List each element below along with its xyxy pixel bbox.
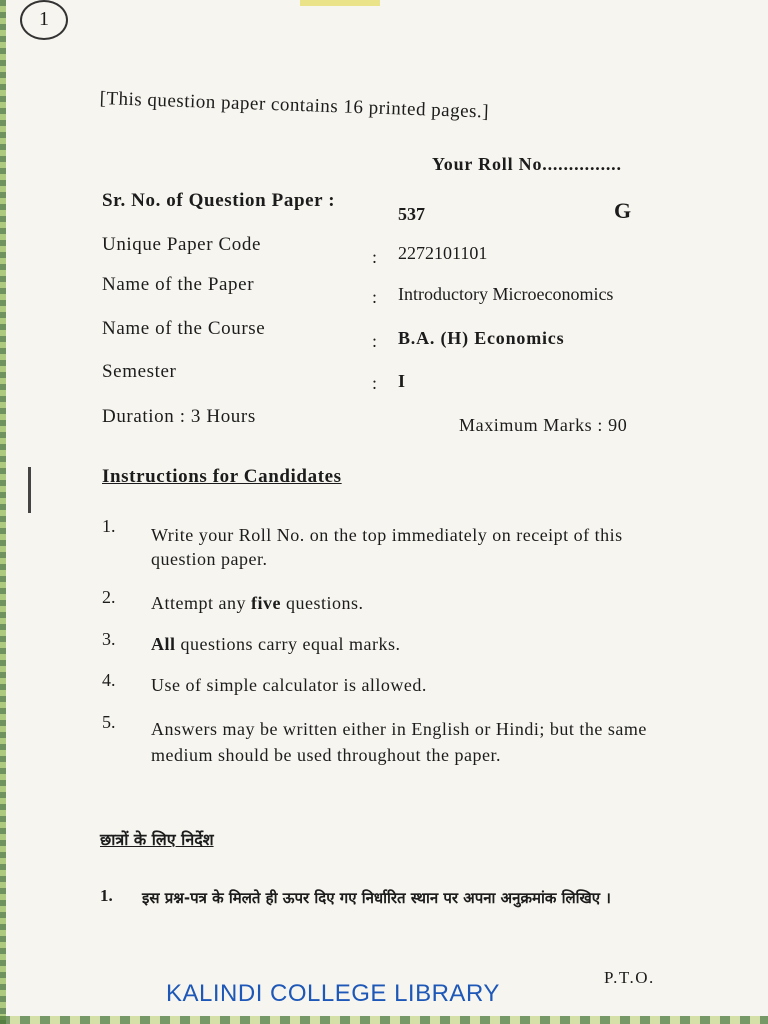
library-watermark: KALINDI COLLEGE LIBRARY	[166, 980, 500, 1007]
instruction-number: 1.	[102, 516, 116, 536]
instruction-item-5: Answers may be written either in English or Hindi; but the same medium should be used throughout the paper.	[151, 719, 647, 765]
meta-separator: :	[372, 373, 378, 393]
instruction-item-4: Use of simple calculator is allowed.	[151, 675, 427, 695]
margin-mark	[28, 467, 31, 513]
emphasis-text: five	[250, 593, 281, 613]
instruction-number: 5.	[102, 712, 116, 732]
meta-value-semester: I	[398, 371, 406, 391]
emphasis-text: All	[151, 634, 176, 654]
hindi-instructions-title: छात्रों के लिए निर्देश	[100, 830, 214, 849]
meta-value-course: B.A. (H) Economics	[398, 328, 565, 348]
hindi-instruction-number: 1.	[100, 886, 113, 905]
meta-separator: :	[372, 247, 378, 267]
page-count-note: [This question paper contains 16 printed pages.]	[99, 88, 490, 123]
meta-label-sr-no: Sr. No. of Question Paper :	[102, 190, 336, 211]
page-number-circle: 1	[20, 0, 68, 40]
meta-separator: :	[372, 331, 378, 351]
meta-value-paper-name: Introductory Microeconomics	[398, 284, 614, 304]
meta-label-paper-name: Name of the Paper	[102, 274, 255, 295]
pto-text: P.T.O.	[604, 968, 655, 987]
meta-value-sr-no: 537	[398, 204, 425, 224]
meta-label-paper-code: Unique Paper Code	[102, 234, 261, 255]
meta-label-course: Name of the Course	[102, 318, 266, 339]
hindi-instruction-item-1: इस प्रश्न-पत्र के मिलते ही ऊपर दिए गए निर्धारित स्थान पर अपना अनुक्रमांक लिखिए ।	[142, 889, 611, 907]
page-edge-left	[0, 0, 6, 1024]
meta-label-semester: Semester	[102, 361, 177, 382]
roll-number-field: Your Roll No...............	[432, 154, 622, 174]
max-marks-text: Maximum Marks : 90	[459, 415, 628, 435]
meta-value-paper-code: 2272101101	[398, 243, 488, 263]
page-edge-bottom	[0, 1016, 768, 1024]
instructions-title: Instructions for Candidates	[102, 466, 342, 487]
instruction-item-1: Write your Roll No. on the top immediately on receipt of this question paper.	[151, 525, 623, 569]
meta-separator: :	[372, 287, 378, 307]
instruction-number: 2.	[102, 587, 116, 607]
paper-set-letter: G	[614, 198, 632, 223]
duration-text: Duration : 3 Hours	[102, 406, 256, 427]
instruction-item-2: Attempt any five questions.	[151, 593, 364, 613]
instruction-number: 3.	[102, 629, 116, 649]
instruction-item-3: All questions carry equal marks.	[151, 634, 401, 654]
top-tape-mark	[300, 0, 380, 6]
instruction-number: 4.	[102, 670, 116, 690]
